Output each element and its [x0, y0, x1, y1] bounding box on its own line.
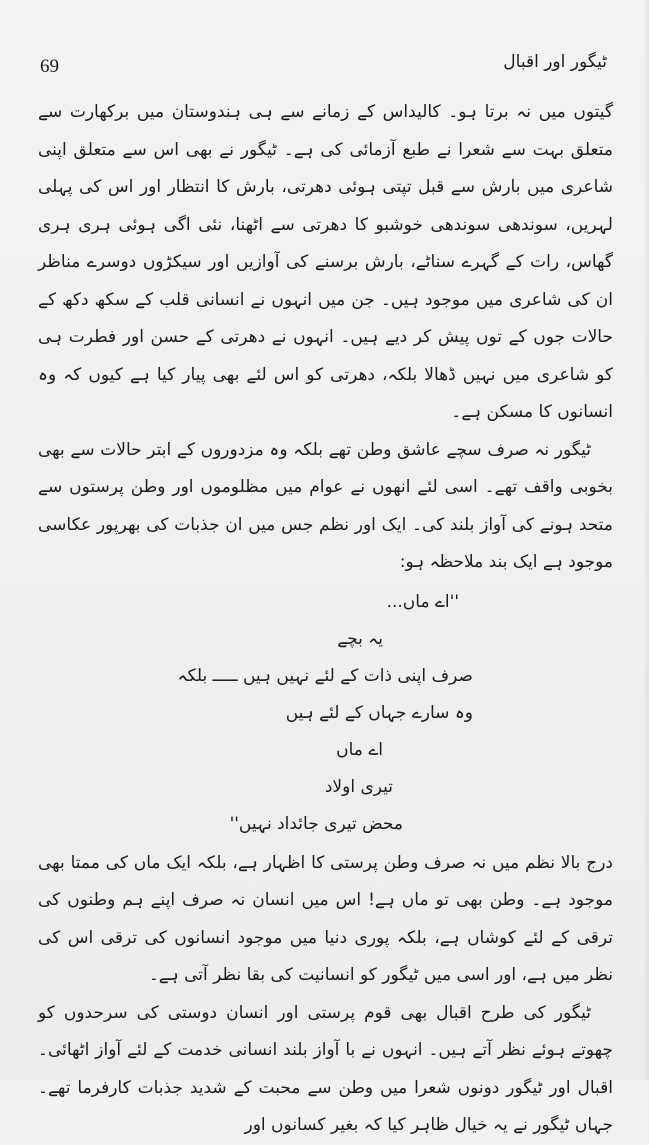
poem-line: محض تیری جائداد نہیں'': [229, 813, 403, 834]
poem-line: صرف اپنی ذات کے لئے نہیں ہیں ـــــ بلکہ: [177, 665, 473, 686]
page-body: [38, 94, 613, 1145]
paragraph-2: ٹیگور نہ صرف سچے عاشق وطن تھے بلکہ وہ مزدوروں کے ابتر حالات سے بھی بخوبی واقف تھے۔ اسی لئے انھوں نے عوام میں مظلوموں اور وطن پرستوں سے متحد ہونے کی آواز بلند کی۔ ایک اور نظم جس میں ان جذبات کی بھرپور عکاسی موجود ہے ایک بند ملاحظہ ہو:: [38, 439, 613, 572]
poem-line: ''اے ماں...: [386, 591, 459, 612]
poem-line: تیری اولاد: [324, 776, 393, 797]
poem-stanza: [38, 584, 613, 843]
paragraph-4: ٹیگور کی طرح اقبال بھی قوم پرستی اور انسان دوستی کی سرحدوں کو چھوتے ہوئے نظر آتے ہیں۔ انہوں نے با آواز بلند انسانی خدمت کے لئے آواز اٹھائی۔ اقبال اور ٹیگور دونوں شعرا میں وطن سے محبت کے شدید جذبات کارفرما تھے۔ جہاں ٹیگور نے یہ خیال ظاہر کیا کہ بغیر کسانوں اور: [38, 1002, 613, 1135]
page-header: [40, 50, 607, 82]
page-edge-shadow: [643, 0, 649, 1080]
running-title: ٹیگور اور اقبال: [503, 52, 607, 72]
page-number: 69: [40, 56, 59, 77]
poem-line: اے ماں: [336, 739, 383, 760]
paragraph-1: گیتوں میں نہ برتا ہو۔ کالیداس کے زمانے سے ہی ہندوستان میں برکھارت سے متعلق بہت سے شعرا نے طبع آزمائی کی ہے۔ ٹیگور نے بھی اس سے متعلق اپنی شاعری میں بارش سے قبل تپتی ہوئی دھرتی، بارش کا انتظار اور اس کی پہلی لہریں، سوندھی سوندھی خوشبو کا دھرتی سے اٹھنا، نئی اگی ہوئی ہری ہری گھاس، رات کے گہرے سناٹے، بارش برسنے کی آوازیں اور سیکڑوں دوسرے مناظر ان کی شاعری میں موجود ہیں۔ جن میں انہوں نے انسانی قلب کے سکھ دکھ کے حالات جوں کے توں پیش کر دیے ہیں۔ انہوں نے دھرتی کے حسن اور فطرت ہی کو شاعری میں نہیں ڈھالا بلکہ، دھرتی کو اس لئے بھی پیار کیا ہے کیوں کہ وہ انسانوں کا مسکن ہے۔: [38, 102, 613, 422]
poem-line: یہ بچے: [337, 628, 383, 649]
poem-line: وہ سارے جہاں کے لئے ہیں: [285, 702, 473, 723]
paragraph-3: درج بالا نظم میں نہ صرف وطن پرستی کا اظہار ہے، بلکہ ایک ماں کی ممتا بھی موجود ہے۔ وطن بھی تو ماں ہے! اس میں انسان نہ صرف اپنے ہم وطنوں کی ترقی کے لئے کوشاں ہے، بلکہ پوری دنیا میں موجود انسانوں کی ترقی اس کی نظر میں ہے، اور اسی میں ٹیگور کو انسانیت کی بقا نظر آتی ہے۔: [38, 852, 613, 985]
